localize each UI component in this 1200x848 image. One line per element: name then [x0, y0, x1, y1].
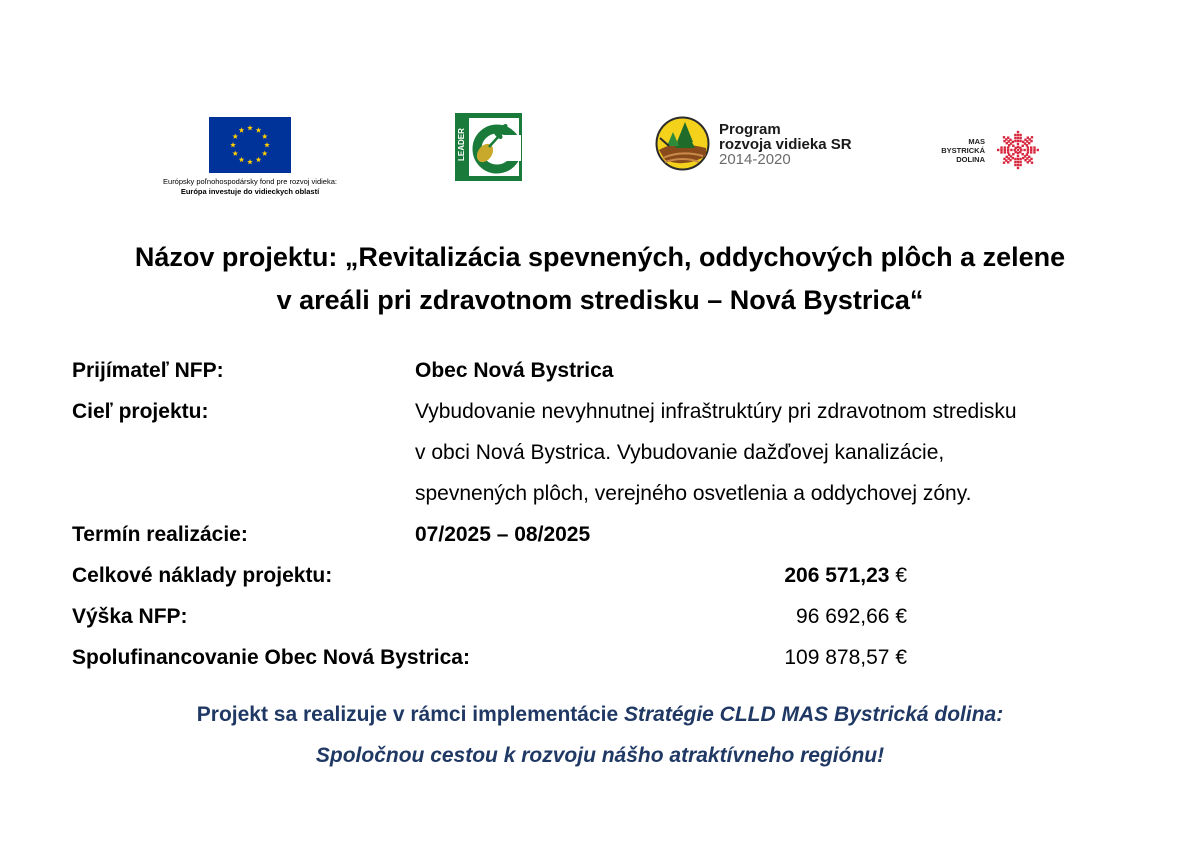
mas-snowflake-dot [1026, 144, 1028, 146]
recipient-label: Prijímateľ NFP: [72, 359, 224, 382]
mas-snowflake-dot [1033, 149, 1035, 151]
mas-snowflake-dot [1014, 149, 1016, 151]
mas-snowflake-dot [1019, 137, 1021, 139]
footer-statement [0, 694, 1200, 776]
cofin-row [72, 637, 1152, 678]
mas-snowflake-dot [1003, 158, 1005, 160]
mas-snowflake-dot [1030, 140, 1032, 142]
mas-snowflake-dot [1017, 134, 1019, 136]
mas-snowflake-dot [1017, 143, 1019, 145]
leader-text: LEADER [457, 128, 466, 161]
term-value: 07/2025 – 08/2025 [415, 523, 591, 546]
goal-row [72, 391, 1152, 432]
mas-snowflake-dot [1012, 157, 1014, 159]
nfp-currency: € [895, 605, 907, 628]
mas-snowflake-dot [1022, 145, 1024, 147]
mas-snowflake-dot [1014, 161, 1016, 163]
total-row [72, 555, 1152, 596]
mas-snowflake-dot [1017, 149, 1019, 151]
mas-snowflake-dot [1012, 145, 1014, 147]
mas-snowflake-dot [1015, 151, 1017, 153]
mas-snowflake-dot [1031, 162, 1033, 164]
mas-snowflake-dot [1008, 154, 1010, 156]
mas-snowflake-dot [1009, 159, 1011, 161]
project-title-line2: v areáli pri zdravotnom stredisku – Nová Bystrica“ [276, 285, 924, 315]
mas-snowflake-dot [1022, 157, 1024, 159]
mas-snowflake-dot [1017, 164, 1019, 166]
mas-snowflake-dot [1006, 156, 1008, 158]
mas-snowflake-dot [1028, 156, 1030, 158]
cofin-label: Spolufinancovanie Obec Nová Bystrica: [72, 646, 470, 669]
total-label: Celkové náklady projektu: [72, 564, 333, 587]
mas-snowflake-dot [1017, 161, 1019, 163]
leader-logo-icon [455, 113, 522, 181]
nfp-amount [796, 596, 907, 637]
mas-snowflake-dot [1017, 167, 1019, 169]
goal-line1: Vybudovanie nevyhnutnej infraštruktúry pri zdravotnom stredisku [415, 400, 1017, 423]
mas-snowflake-dot [1019, 164, 1021, 166]
cofin-amount [784, 637, 907, 678]
mas-snowflake-dot [1010, 149, 1012, 151]
goal-row-2 [72, 432, 1152, 473]
project-title [0, 236, 1200, 322]
mas-snowflake-dot [1030, 151, 1032, 153]
eu-caption-line1: Európsky poľnohospodársky fond pre rozvoj vidieka: [163, 177, 337, 186]
mas-snowflake-dot [1003, 140, 1005, 142]
nfp-row [72, 596, 1152, 637]
mas-line1: MAS [968, 137, 985, 146]
mas-snowflake-dot [1019, 161, 1021, 163]
mas-snowflake-dot [1017, 131, 1019, 133]
mas-snowflake-dot [1019, 158, 1021, 160]
mas-snowflake-dot [1004, 151, 1006, 153]
term-row [72, 514, 1152, 555]
mas-snowflake-dot [1017, 140, 1019, 142]
mas-snowflake-dot [997, 149, 999, 151]
mas-snowflake-dot [1031, 136, 1033, 138]
goal-line2: v obci Nová Bystrica. Vybudovanie dažďovej kanalizácie, [415, 441, 945, 464]
mas-snowflake-dot [1007, 146, 1009, 148]
recipient-row [72, 350, 1152, 391]
mas-snowflake-dot [1017, 146, 1019, 148]
mas-snowflake-dot [1004, 146, 1006, 148]
mas-snowflake-dot [1009, 139, 1011, 141]
mas-snowflake-dot [1019, 151, 1021, 153]
mas-snowflake-dot [1027, 137, 1029, 139]
mas-snowflake-dot [1024, 159, 1026, 161]
mas-snowflake-dot [1030, 158, 1032, 160]
mas-snowflake-dot [1015, 147, 1017, 149]
mas-snowflake-dot [1007, 137, 1009, 139]
mas-snowflake-dot [1030, 149, 1032, 151]
recipient-value: Obec Nová Bystrica [415, 359, 614, 382]
mas-snowflake-dot [1007, 161, 1009, 163]
mas-snowflake-dot [1022, 153, 1024, 155]
mas-snowflake-dot [1017, 152, 1019, 154]
prv-title-line2: rozvoja vidieka SR [719, 136, 852, 153]
mas-snowflake-dot [1027, 146, 1029, 148]
mas-snowflake-dot [1028, 142, 1030, 144]
mas-snowflake-dot [1000, 149, 1002, 151]
footer-line1-italic: Stratégie CLLD MAS Bystrická dolina: [623, 703, 1004, 726]
total-amount [784, 555, 907, 596]
logo-bar [0, 0, 1200, 210]
footer-line1-plain: Projekt sa realizuje v rámci implementácie [196, 703, 624, 726]
mas-line2: BYSTRICKÁ [941, 146, 985, 155]
mas-snowflake-dot [1006, 142, 1008, 144]
mas-snowflake-dot [1003, 136, 1005, 138]
goal-line3: spevnených plôch, verejného osvetlenia a oddychovej zóny. [415, 482, 972, 505]
mas-snowflake-dot [1033, 146, 1035, 148]
prv-years: 2014-2020 [719, 151, 791, 168]
total-value: 206 571,23 [784, 564, 890, 587]
prv-emblem-icon [655, 116, 710, 171]
mas-snowflake-dot [1014, 137, 1016, 139]
mas-line3: DOLINA [956, 155, 985, 164]
mas-snowflake-dot [1000, 146, 1002, 148]
mas-snowflake-dot [1027, 161, 1029, 163]
cofin-currency: € [895, 646, 907, 669]
footer-line1 [0, 694, 1200, 735]
eu-caption-line2: Európa investuje do vidieckych oblastí [180, 187, 320, 196]
mas-snowflake-dot [1007, 151, 1009, 153]
mas-snowflake-dot [1008, 144, 1010, 146]
mas-snowflake-dot [1023, 149, 1025, 151]
prv-title-line1: Program [719, 121, 781, 138]
goal-row-3 [72, 473, 1152, 514]
mas-snowflake-dot [1027, 149, 1029, 151]
goal-label: Cieľ projektu: [72, 400, 209, 423]
mas-snowflake-dot [1014, 158, 1016, 160]
mas-snowflake-dot [1026, 154, 1028, 156]
eu-flag-icon [209, 117, 291, 173]
mas-snowflake-dot [1019, 134, 1021, 136]
mas-snowflake-dot [1003, 162, 1005, 164]
mas-snowflake-dot [1012, 153, 1014, 155]
nfp-value: 96 692,66 [796, 605, 890, 628]
term-label: Termín realizácie: [72, 523, 248, 546]
mas-snowflake-dot [1014, 140, 1016, 142]
mas-snowflake-dot [1037, 149, 1039, 151]
mas-snowflake-dot [1022, 141, 1024, 143]
mas-snowflake-dot [1014, 164, 1016, 166]
mas-snowflake-dot [1007, 149, 1009, 151]
mas-snowflake-dot [1030, 146, 1032, 148]
mas-snowflake-dot [1027, 151, 1029, 153]
mas-snowflake-dot [1017, 137, 1019, 139]
mas-snowflake-dot [1004, 149, 1006, 151]
nfp-label: Výška NFP: [72, 605, 188, 628]
mas-snowflake-dot [1000, 151, 1002, 153]
footer-line2: Spoločnou cestou k rozvoju nášho atraktívneho regiónu! [315, 744, 885, 767]
mas-snowflake-dot [1017, 158, 1019, 160]
cofin-value: 109 878,57 [784, 646, 890, 669]
mas-snowflake-dot [1017, 155, 1019, 157]
mas-snowflake-dot [1033, 151, 1035, 153]
mas-snowflake-icon [987, 127, 1049, 173]
mas-snowflake-dot [1012, 141, 1014, 143]
mas-snowflake-dot [1019, 140, 1021, 142]
mas-snowflake-dot [1014, 134, 1016, 136]
mas-snowflake-dot [1019, 147, 1021, 149]
mas-snowflake-dot [1024, 139, 1026, 141]
total-currency: € [895, 564, 907, 587]
project-title-line1: Názov projektu: „Revitalizácia spevnených, oddychových plôch a zelene [134, 242, 1066, 272]
mas-snowflake-dot [1020, 149, 1022, 151]
